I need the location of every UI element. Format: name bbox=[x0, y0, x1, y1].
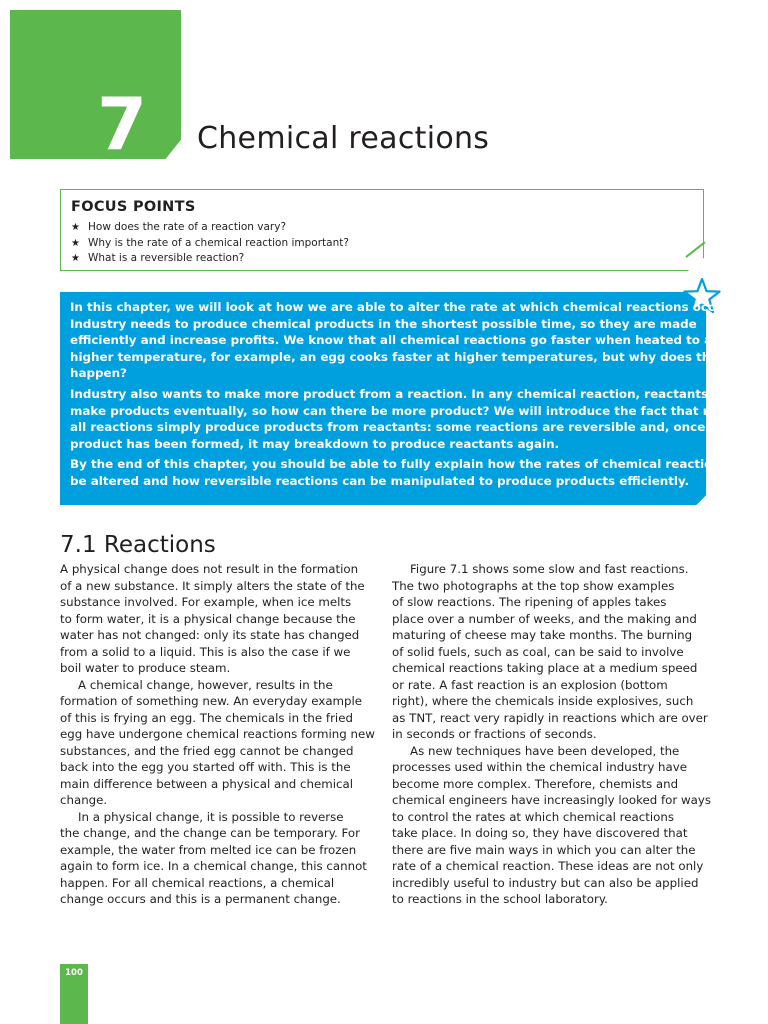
body-paragraph: Figure 7.1 shows some slow and fast reactions. The two photographs at the top show examples of slow reactions. The ripening of apples takes place over a number of weeks, and the making and maturing of cheese may take months. The burning of solid fuels, such as coal, can be said to involve chemical reactions taking place at a medium speed or rate. A fast reaction is an explosion (bottom right), where the chemicals inside explosives, such as TNT, react very rapidly in reactions which are over in seconds or fractions of seconds. bbox=[392, 562, 708, 741]
chapter-number: 7 bbox=[96, 82, 148, 166]
body-paragraph: A physical change does not result in the formation of a new substance. It simply alters the state of the substance involved. For example, when ice melts to form water, it is a physical change because the water has not changed: only its state has changed from a solid to a liquid. This is also the case if we boil water to produce steam. bbox=[60, 562, 365, 675]
body-paragraph: In a physical change, it is possible to reverse the change, and the change can be temporary. For example, the water from melted ice can be frozen again to form ice. In a chemical change, this cannot happen. For all chemical reactions, a chemical change occurs and this is a permanent change. bbox=[60, 809, 367, 906]
body-paragraph: A chemical change, however, results in the formation of something new. An everyday example of this is frying an egg. The chemicals in the fried egg have undergone chemical reactions forming new substances, and the fried egg cannot be changed back into the egg you started off with. This is the main difference between a physical and chemical change. bbox=[60, 677, 375, 807]
focus-point: ★ How does the rate of a reaction vary? bbox=[71, 220, 349, 236]
star-bullet-icon: ★ bbox=[71, 237, 80, 249]
right-column bbox=[392, 561, 712, 908]
section-heading: 7.1 Reactions bbox=[60, 532, 216, 558]
body-paragraph: As new techniques have been developed, the processes used within the chemical industry have become more complex. Therefore, chemists and chemical engineers have increasingly looked for ways to control the rates at which chemical reactions take place. In doing so, they have discovered that there are five main ways in which you can alter the rate of a chemical reaction. These ideas are not only incredibly useful to industry but can also be applied to reactions in the school laboratory. bbox=[392, 743, 711, 906]
star-bullet-icon: ★ bbox=[71, 253, 80, 264]
focus-point: ★ What is a reversible reaction? bbox=[71, 251, 349, 267]
intro-text bbox=[70, 299, 756, 494]
page-number: 100 bbox=[65, 968, 83, 978]
intro-paragraph: By the end of this chapter, you should be able to fully explain how the rates of chemical reactions can be altered and how reversible reactions can be manipulated to produce products efficiently. bbox=[70, 457, 756, 488]
focus-points-title: FOCUS POINTS bbox=[71, 199, 196, 215]
focus-points-list bbox=[71, 220, 349, 267]
intro-paragraph: Industry also wants to make more product from a reaction. In any chemical reaction, reactants will make products eventually, so how can there be more product? We will introduce the fact that not all reactions simply produce products from reactants: some reactions are reversible and, once the product has been formed, it may breakdown to produce reactants again. bbox=[70, 386, 736, 451]
chapter-title: Chemical reactions bbox=[197, 121, 490, 156]
focus-point: ★ Why is the rate of a chemical reaction important? bbox=[71, 236, 349, 252]
star-bullet-icon: ★ bbox=[71, 222, 80, 233]
left-column bbox=[60, 561, 380, 908]
intro-paragraph: In this chapter, we will look at how we are able to alter the rate at which chemical reactions occur. Industry needs to produce chemical products in the shortest possible time, so they are made efficiently and increase profits. We know that all chemical reactions go faster when heated to a higher temperature, for example, an egg cooks faster at higher temperatures, but why does this happen? bbox=[70, 300, 733, 381]
